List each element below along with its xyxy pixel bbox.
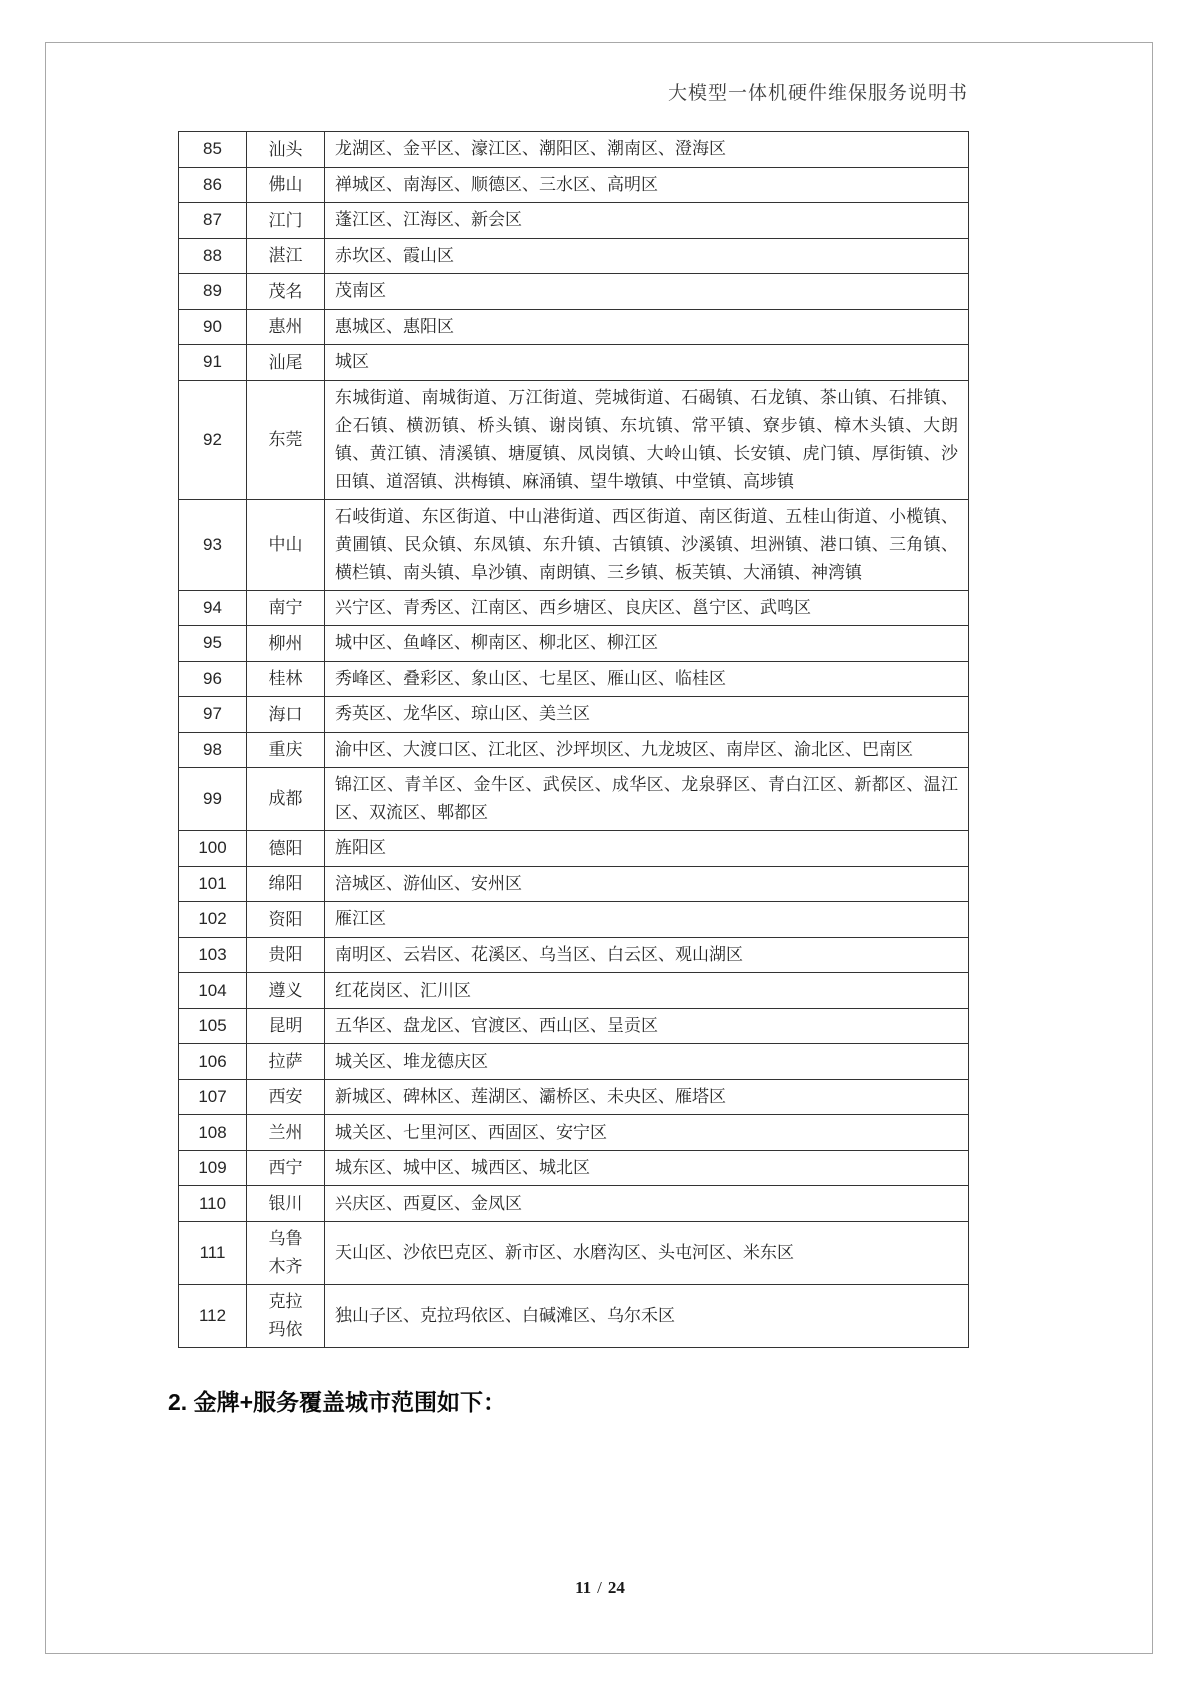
row-number: 87 (179, 203, 247, 239)
total-page-number: 24 (607, 1578, 625, 1597)
city-name-cell (247, 499, 325, 590)
row-number: 96 (179, 661, 247, 697)
district-list: 新城区、碑林区、莲湖区、灞桥区、未央区、雁塔区 (325, 1079, 969, 1115)
coverage-table (178, 131, 969, 1348)
table-row (179, 937, 969, 973)
city-name: 湛江 (268, 246, 303, 266)
table-row (179, 626, 969, 662)
city-name: 柳州 (268, 633, 303, 653)
city-name: 西安 (268, 1087, 303, 1107)
table-row (179, 590, 969, 626)
current-page-number: 11 (575, 1578, 592, 1597)
table-row (179, 1115, 969, 1151)
city-name-cell (247, 902, 325, 938)
row-number: 86 (179, 167, 247, 203)
row-number: 91 (179, 345, 247, 381)
table-row (179, 345, 969, 381)
table-row (179, 238, 969, 274)
city-name-cell (247, 697, 325, 733)
city-name-cell (247, 1079, 325, 1115)
district-list: 东城街道、南城街道、万江街道、莞城街道、石碣镇、石龙镇、茶山镇、石排镇、企石镇、横沥镇、桥头镇、谢岗镇、东坑镇、常平镇、寮步镇、樟木头镇、大朗镇、黄江镇、清溪镇、塘厦镇、凤岗镇、大岭山镇、长安镇、虎门镇、厚街镇、沙田镇、道滘镇、洪梅镇、麻涌镇、望牛墩镇、中堂镇、高埗镇 (325, 380, 969, 499)
city-name: 佛山 (268, 175, 303, 195)
city-name: 桂林 (268, 669, 303, 689)
district-list: 城东区、城中区、城西区、城北区 (325, 1150, 969, 1186)
city-name: 江门 (268, 210, 303, 230)
city-name-cell (247, 1221, 325, 1284)
table-row (179, 973, 969, 1009)
district-list: 城区 (325, 345, 969, 381)
page-footer (0, 1578, 1200, 1598)
city-name-cell (247, 309, 325, 345)
district-list: 雁江区 (325, 902, 969, 938)
district-list: 天山区、沙依巴克区、新市区、水磨沟区、头屯河区、米东区 (325, 1221, 969, 1284)
city-name: 银川 (268, 1193, 303, 1213)
city-name-cell (247, 768, 325, 831)
row-number: 92 (179, 380, 247, 499)
table-row (179, 167, 969, 203)
district-list: 南明区、云岩区、花溪区、乌当区、白云区、观山湖区 (325, 937, 969, 973)
table-row (179, 1150, 969, 1186)
table-row (179, 661, 969, 697)
table-row (179, 1186, 969, 1222)
district-list: 龙湖区、金平区、濠江区、潮阳区、潮南区、澄海区 (325, 132, 969, 168)
row-number: 88 (179, 238, 247, 274)
row-number: 97 (179, 697, 247, 733)
city-name: 东莞 (268, 429, 303, 449)
table-row (179, 831, 969, 867)
district-list: 兴庆区、西夏区、金凤区 (325, 1186, 969, 1222)
city-name-cell (247, 1150, 325, 1186)
city-name: 贵阳 (268, 945, 303, 965)
coverage-table-body (179, 132, 969, 1348)
row-number: 101 (179, 866, 247, 902)
district-list: 赤坎区、霞山区 (325, 238, 969, 274)
row-number: 94 (179, 590, 247, 626)
city-name: 汕尾 (268, 352, 303, 372)
row-number: 104 (179, 973, 247, 1009)
city-name: 惠州 (268, 317, 303, 337)
district-list: 渝中区、大渡口区、江北区、沙坪坝区、九龙坡区、南岸区、渝北区、巴南区 (325, 732, 969, 768)
city-name-cell (247, 866, 325, 902)
city-name: 成都 (268, 789, 303, 809)
table-row (179, 902, 969, 938)
city-name: 海口 (268, 704, 303, 724)
city-name-cell (247, 1115, 325, 1151)
row-number: 102 (179, 902, 247, 938)
city-name: 兰州 (268, 1122, 303, 1142)
city-name-cell (247, 973, 325, 1009)
city-name-cell (247, 203, 325, 239)
row-number: 99 (179, 768, 247, 831)
table-row (179, 1044, 969, 1080)
row-number: 108 (179, 1115, 247, 1151)
row-number: 98 (179, 732, 247, 768)
city-name: 中山 (268, 534, 303, 554)
district-list: 秀英区、龙华区、琼山区、美兰区 (325, 697, 969, 733)
doc-header-title: 大模型一体机硬件维保服务说明书 (667, 83, 968, 104)
city-name: 汕头 (268, 139, 303, 159)
table-row (179, 866, 969, 902)
city-name-cell (247, 626, 325, 662)
table-row (179, 1008, 969, 1044)
table-row (179, 309, 969, 345)
page-number-separator: / (597, 1578, 602, 1597)
city-name-cell (247, 345, 325, 381)
district-list: 五华区、盘龙区、官渡区、西山区、呈贡区 (325, 1008, 969, 1044)
city-name-cell (247, 238, 325, 274)
district-list: 兴宁区、青秀区、江南区、西乡塘区、良庆区、邕宁区、武鸣区 (325, 590, 969, 626)
row-number: 93 (179, 499, 247, 590)
row-number: 95 (179, 626, 247, 662)
city-name-cell (247, 831, 325, 867)
district-list: 独山子区、克拉玛依区、白碱滩区、乌尔禾区 (325, 1284, 969, 1347)
district-list: 旌阳区 (325, 831, 969, 867)
city-name-cell (247, 132, 325, 168)
row-number: 110 (179, 1186, 247, 1222)
table-row (179, 203, 969, 239)
table-row (179, 697, 969, 733)
table-row (179, 1284, 969, 1347)
city-name: 遵义 (268, 980, 303, 1000)
row-number: 107 (179, 1079, 247, 1115)
city-name: 绵阳 (268, 874, 303, 894)
row-number: 89 (179, 274, 247, 310)
district-list: 涪城区、游仙区、安州区 (325, 866, 969, 902)
table-row (179, 732, 969, 768)
city-name: 克拉玛依 (268, 1291, 303, 1339)
district-list: 锦江区、青羊区、金牛区、武侯区、成华区、龙泉驿区、青白江区、新都区、温江区、双流区、郫都区 (325, 768, 969, 831)
row-number: 106 (179, 1044, 247, 1080)
city-name: 德阳 (268, 838, 303, 858)
table-row (179, 1079, 969, 1115)
city-name: 茂名 (268, 281, 303, 301)
table-row (179, 132, 969, 168)
district-list: 禅城区、南海区、顺德区、三水区、高明区 (325, 167, 969, 203)
row-number: 103 (179, 937, 247, 973)
district-list: 城中区、鱼峰区、柳南区、柳北区、柳江区 (325, 626, 969, 662)
row-number: 109 (179, 1150, 247, 1186)
row-number: 90 (179, 309, 247, 345)
city-name-cell (247, 1008, 325, 1044)
city-name-cell (247, 1044, 325, 1080)
district-list: 蓬江区、江海区、新会区 (325, 203, 969, 239)
city-name-cell (247, 167, 325, 203)
city-name: 资阳 (268, 909, 303, 929)
table-row (179, 380, 969, 499)
city-name-cell (247, 937, 325, 973)
row-number: 111 (179, 1221, 247, 1284)
city-name: 拉萨 (268, 1051, 303, 1071)
city-name-cell (247, 1186, 325, 1222)
row-number: 105 (179, 1008, 247, 1044)
district-list: 石岐街道、东区街道、中山港街道、西区街道、南区街道、五桂山街道、小榄镇、黄圃镇、民众镇、东凤镇、东升镇、古镇镇、沙溪镇、坦洲镇、港口镇、三角镇、横栏镇、南头镇、阜沙镇、南朗镇、三乡镇、板芙镇、大涌镇、神湾镇 (325, 499, 969, 590)
district-list: 城关区、七里河区、西固区、安宁区 (325, 1115, 969, 1151)
city-name: 南宁 (268, 598, 303, 618)
content-area (168, 131, 968, 1417)
district-list: 惠城区、惠阳区 (325, 309, 969, 345)
city-name-cell (247, 590, 325, 626)
table-row (179, 499, 969, 590)
table-row (179, 1221, 969, 1284)
row-number: 85 (179, 132, 247, 168)
row-number: 112 (179, 1284, 247, 1347)
table-row (179, 768, 969, 831)
city-name-cell (247, 661, 325, 697)
city-name: 昆明 (268, 1016, 303, 1036)
district-list: 红花岗区、汇川区 (325, 973, 969, 1009)
city-name-cell (247, 1284, 325, 1347)
section-heading: 2. 金牌+服务覆盖城市范围如下： (168, 1388, 507, 1415)
table-row (179, 274, 969, 310)
row-number: 100 (179, 831, 247, 867)
city-name: 乌鲁木齐 (268, 1228, 303, 1276)
district-list: 秀峰区、叠彩区、象山区、七星区、雁山区、临桂区 (325, 661, 969, 697)
city-name-cell (247, 732, 325, 768)
city-name: 西宁 (268, 1158, 303, 1178)
city-name-cell (247, 274, 325, 310)
city-name-cell (247, 380, 325, 499)
district-list: 茂南区 (325, 274, 969, 310)
city-name: 重庆 (268, 740, 303, 760)
district-list: 城关区、堆龙德庆区 (325, 1044, 969, 1080)
